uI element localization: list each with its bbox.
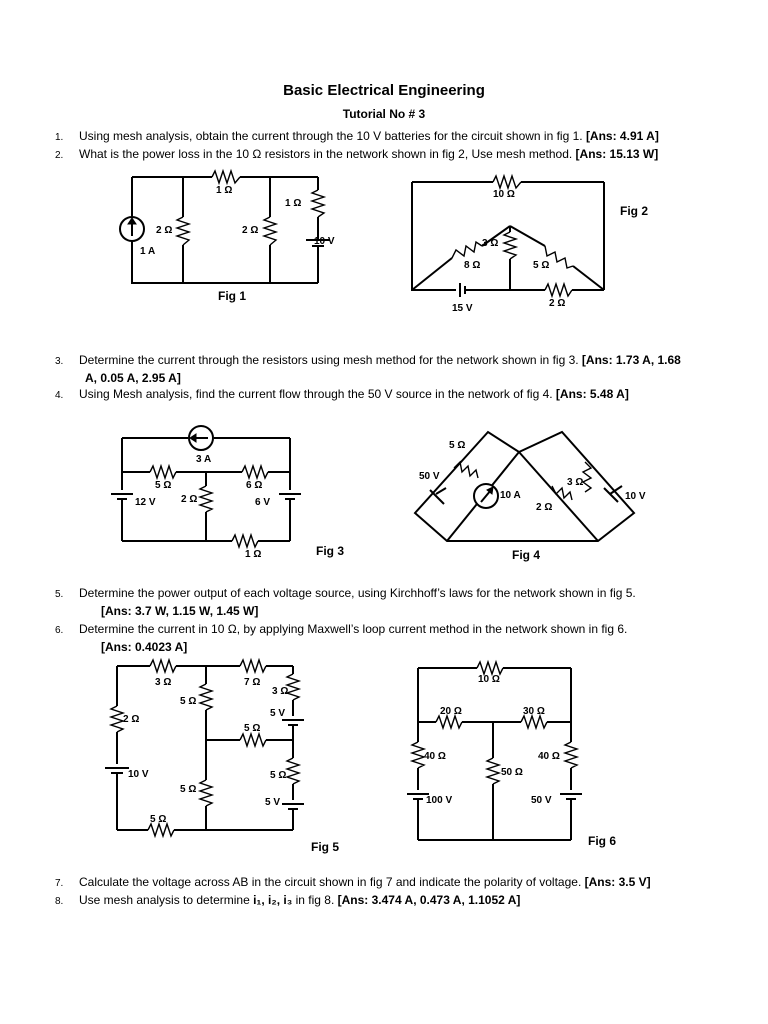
fig4-label: 10 A bbox=[500, 490, 521, 501]
fig2-caption: Fig 2 bbox=[620, 204, 649, 218]
question-text: What is the power loss in the 10 Ω resistors in the network shown in fig 2, Use mesh method. bbox=[79, 147, 576, 161]
fig5-label: 5 Ω bbox=[244, 723, 261, 734]
fig5-label: 5 Ω bbox=[150, 814, 167, 825]
fig6-label: 40 Ω bbox=[538, 751, 560, 762]
fig4-label: 5 Ω bbox=[449, 440, 466, 451]
answer: [Ans: 3.474 A, 0.473 A, 1.1052 A] bbox=[337, 893, 521, 907]
fig6-label: 50 V bbox=[531, 795, 552, 806]
question-number: 6. bbox=[55, 625, 64, 636]
question-number: 1. bbox=[55, 132, 64, 143]
question-number: 3. bbox=[55, 356, 64, 367]
fig6-resistor bbox=[487, 758, 499, 784]
question-text: Determine the current in 10 Ω, by applying Maxwell’s loop current method in the network shown in fig 6. bbox=[79, 622, 628, 636]
question-text-end: in fig 8. bbox=[292, 893, 338, 907]
fig5-label: 5 Ω bbox=[180, 696, 197, 707]
fig3-caption: Fig 3 bbox=[316, 544, 345, 558]
fig5-label: 3 Ω bbox=[155, 677, 172, 688]
fig5-caption: Fig 5 bbox=[311, 840, 340, 854]
document-title: Basic Electrical Engineering bbox=[283, 82, 485, 99]
fig6-label: 50 Ω bbox=[501, 767, 523, 778]
fig1-label: 2 Ω bbox=[242, 225, 259, 236]
question-text: Determine the current through the resistors using mesh method for the network shown in fig 3. bbox=[79, 353, 582, 367]
fig2-label: 2 Ω bbox=[549, 298, 566, 309]
fig3-label: 1 Ω bbox=[245, 549, 262, 560]
fig2-label: 10 Ω bbox=[493, 189, 515, 200]
answer: [Ans: 1.73 A, 1.68 bbox=[581, 353, 681, 367]
fig1-caption: Fig 1 bbox=[218, 289, 247, 303]
answer: [Ans: 3.7 W, 1.15 W, 1.45 W] bbox=[101, 604, 259, 618]
fig5-label: 5 Ω bbox=[180, 784, 197, 795]
fig1-label: 1 Ω bbox=[216, 185, 233, 196]
fig5-label: 3 Ω bbox=[272, 686, 289, 697]
fig5-label: 5 V bbox=[265, 797, 281, 808]
question-text: Use mesh analysis to determine bbox=[79, 893, 254, 907]
fig6-label: 10 Ω bbox=[478, 674, 500, 685]
fig3-label: 2 Ω bbox=[181, 494, 198, 505]
question-text: Using Mesh analysis, find the current flow through the 50 V source in the network of fig 4. bbox=[79, 387, 556, 401]
question-text: Using mesh analysis, obtain the current through the 10 V batteries for the circuit shown in fig 1. bbox=[79, 129, 586, 143]
fig6-resistor bbox=[412, 742, 424, 768]
fig5-label: 5 V bbox=[270, 708, 286, 719]
question-number: 4. bbox=[55, 390, 64, 401]
answer: [Ans: 15.13 W] bbox=[575, 147, 659, 161]
fig6-resistor bbox=[477, 662, 503, 674]
fig3-label: 6 V bbox=[255, 497, 271, 508]
answer: [Ans: 5.48 A] bbox=[555, 387, 629, 401]
fig6-resistor bbox=[521, 716, 547, 728]
fig4-label: 2 Ω bbox=[536, 502, 553, 513]
fig4-label: 10 V bbox=[625, 491, 646, 502]
question-number: 2. bbox=[55, 150, 64, 161]
fig6-label: 20 Ω bbox=[440, 706, 462, 717]
fig1-label: 1 A bbox=[140, 246, 156, 257]
answer: [Ans: 3.5 V] bbox=[584, 875, 651, 889]
mesh-currents: i₁, i₂, i₃ bbox=[253, 893, 293, 907]
fig6-label: 100 V bbox=[426, 795, 453, 806]
question-number: 5. bbox=[55, 589, 64, 600]
fig6-caption: Fig 6 bbox=[588, 834, 617, 848]
fig2-label: 3 Ω bbox=[482, 238, 499, 249]
fig5-label: 5 Ω bbox=[270, 770, 287, 781]
fig6-label: 40 Ω bbox=[424, 751, 446, 762]
question-text: Determine the power output of each voltage source, using Kirchhoff’s laws for the network shown in fig 5. bbox=[79, 586, 636, 600]
answer: [Ans: 0.4023 A] bbox=[101, 640, 188, 654]
fig1-label: 2 Ω bbox=[156, 225, 173, 236]
fig3-label: 5 Ω bbox=[155, 480, 172, 491]
fig1-label: 10 V bbox=[314, 236, 335, 247]
fig5-label: 2 Ω bbox=[123, 714, 140, 725]
fig1-label: 1 Ω bbox=[285, 198, 302, 209]
fig2-label: 5 Ω bbox=[533, 260, 550, 271]
fig3-label: 6 Ω bbox=[246, 480, 263, 491]
fig6-resistor bbox=[565, 742, 577, 768]
question-text: Calculate the voltage across AB in the circuit shown in fig 7 and indicate the polarity of voltage. bbox=[79, 875, 585, 889]
fig4-label: 3 Ω bbox=[567, 477, 584, 488]
fig2-label: 8 Ω bbox=[464, 260, 481, 271]
fig5-label: 10 V bbox=[128, 769, 149, 780]
fig3-label: 3 A bbox=[196, 454, 212, 465]
answer: [Ans: 4.91 A] bbox=[585, 129, 659, 143]
fig2-label: 15 V bbox=[452, 303, 473, 314]
fig4-label: 50 V bbox=[419, 471, 440, 482]
answer-continued: A, 0.05 A, 2.95 A] bbox=[85, 371, 181, 385]
question-number: 8. bbox=[55, 896, 64, 907]
question-number: 7. bbox=[55, 878, 64, 889]
tutorial-number: Tutorial No # 3 bbox=[342, 107, 426, 121]
fig4-caption: Fig 4 bbox=[512, 548, 541, 562]
fig3-label: 12 V bbox=[135, 497, 156, 508]
fig5-label: 7 Ω bbox=[244, 677, 261, 688]
fig6-label: 30 Ω bbox=[523, 706, 545, 717]
fig6-resistor bbox=[436, 716, 462, 728]
